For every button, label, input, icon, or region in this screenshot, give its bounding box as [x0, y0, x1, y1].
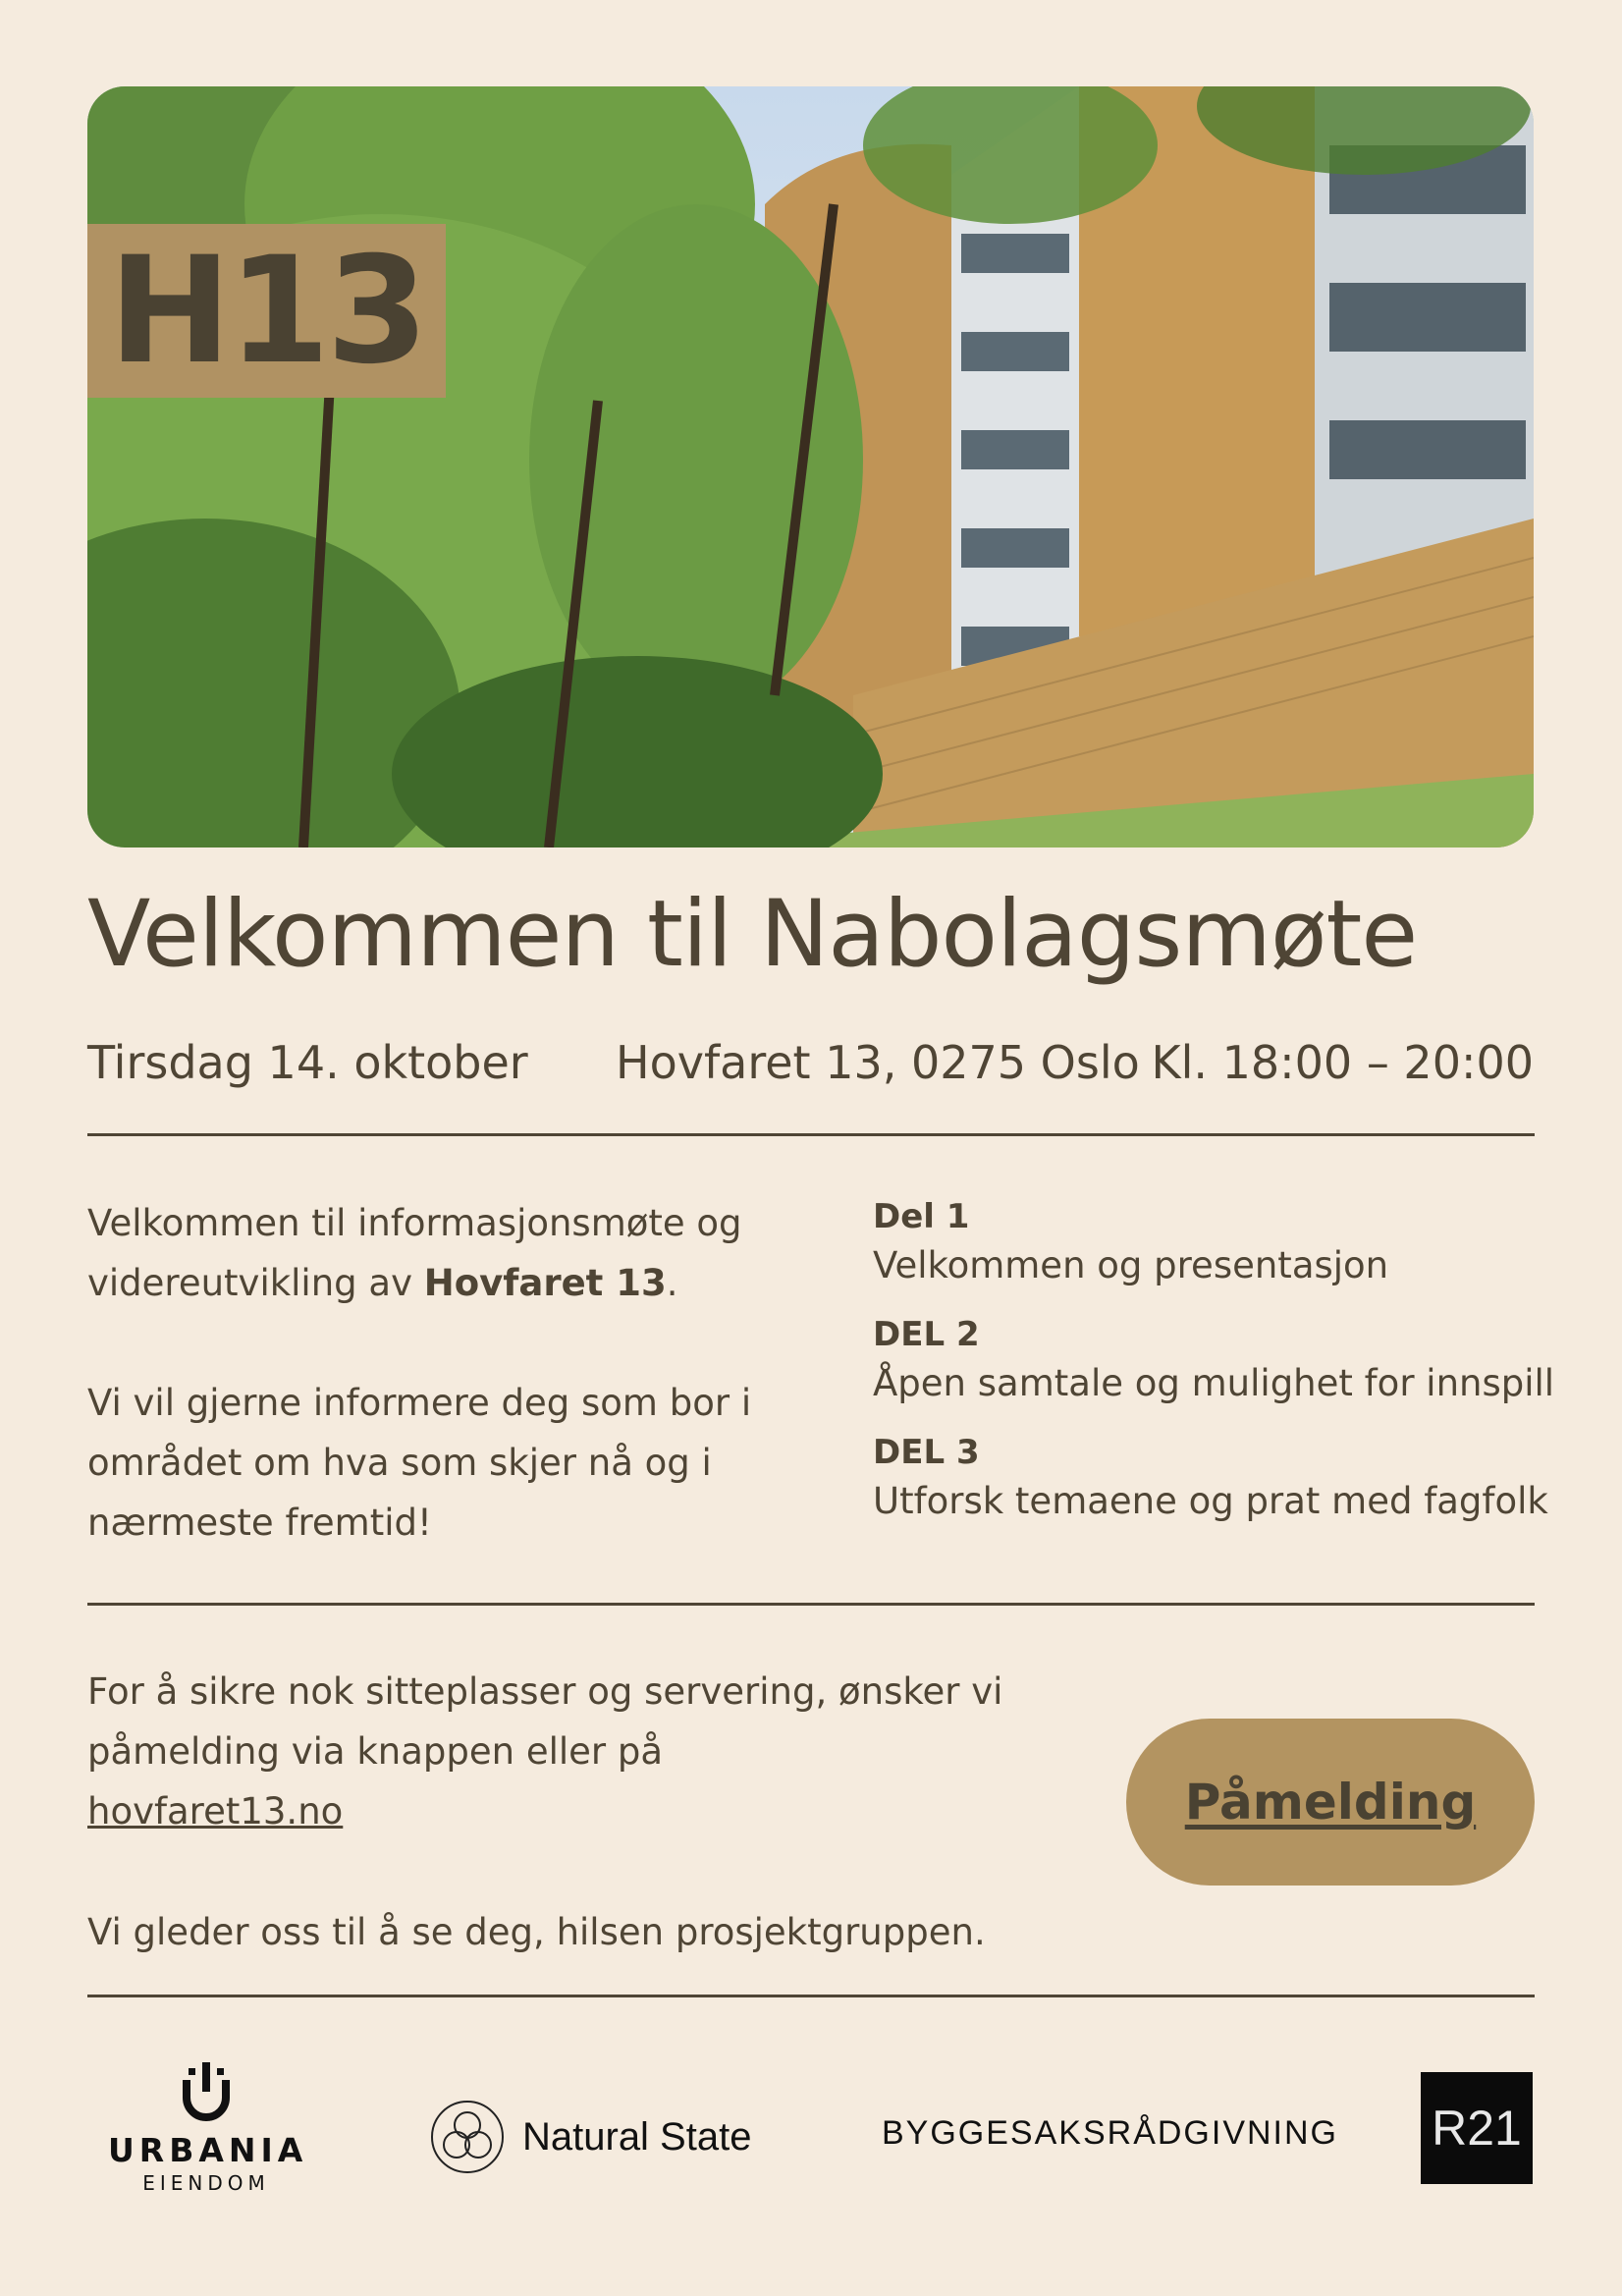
badge-text: H13: [108, 225, 425, 397]
agenda-text: Åpen samtale og mulighet for innspill: [873, 1362, 1555, 1404]
h13-badge: [87, 224, 446, 398]
page-title: Velkommen til Nabolagsmøte: [87, 881, 1418, 988]
agenda: [873, 1193, 1555, 1547]
register-button[interactable]: [1126, 1719, 1535, 1886]
intro-text: [87, 1193, 834, 1553]
urbania-name: URBANIA: [108, 2131, 308, 2169]
r21-logo: R21: [1421, 2072, 1533, 2184]
divider: [87, 1995, 1535, 1997]
event-time: Kl. 18:00 – 20:00: [1151, 1036, 1534, 1089]
agenda-label: DEL 3: [873, 1433, 980, 1472]
natural-state-icon: [430, 2100, 505, 2174]
signup-message: For å sikre nok sitteplasser og servering, ønsker vi påmelding via knappen eller på: [87, 1670, 1003, 1773]
event-address: Hovfaret 13, 0275 Oslo: [616, 1036, 1140, 1089]
intro-paragraph-1: [87, 1193, 834, 1313]
building-photo: [87, 86, 1534, 847]
agenda-item: [873, 1193, 1541, 1291]
divider: [87, 1133, 1535, 1136]
natural-state-name: Natural State: [522, 2114, 752, 2159]
intro-address-bold: Hovfaret 13: [423, 1262, 667, 1304]
natural-state-logo: [430, 2100, 751, 2174]
agenda-label: Del 1: [873, 1197, 970, 1236]
agenda-text: Velkommen og presentasjon: [873, 1244, 1389, 1286]
register-button-label: Påmelding: [1184, 1774, 1477, 1831]
agenda-item: [873, 1429, 1548, 1527]
event-date: Tirsdag 14. oktober: [87, 1036, 528, 1089]
intro-paragraph-2: Vi vil gjerne informere deg som bor i området om hva som skjer nå og i nærmeste fremtid!: [87, 1382, 752, 1544]
agenda-label: DEL 2: [873, 1315, 980, 1354]
intro-text-end: .: [666, 1262, 678, 1304]
hero-photo: [87, 86, 1534, 847]
urbania-sub: EIENDOM: [142, 2171, 270, 2195]
closing-text: Vi gleder oss til å se deg, hilsen prosjektgruppen.: [87, 1911, 986, 1953]
website-link[interactable]: hovfaret13.no: [87, 1790, 344, 1832]
signup-text: [87, 1662, 1010, 1841]
agenda-text: Utforsk temaene og prat med fagfolk: [873, 1480, 1548, 1522]
agenda-item: [873, 1311, 1555, 1409]
intro-text-start: Velkommen til informasjonsmøte og videreutvikling av: [87, 1202, 742, 1304]
urbania-icon: [179, 2062, 234, 2121]
divider: [87, 1603, 1535, 1606]
byggesak-logo: BYGGESAKSRÅDGIVNING: [882, 2114, 1338, 2152]
urbania-logo: [108, 2062, 308, 2195]
